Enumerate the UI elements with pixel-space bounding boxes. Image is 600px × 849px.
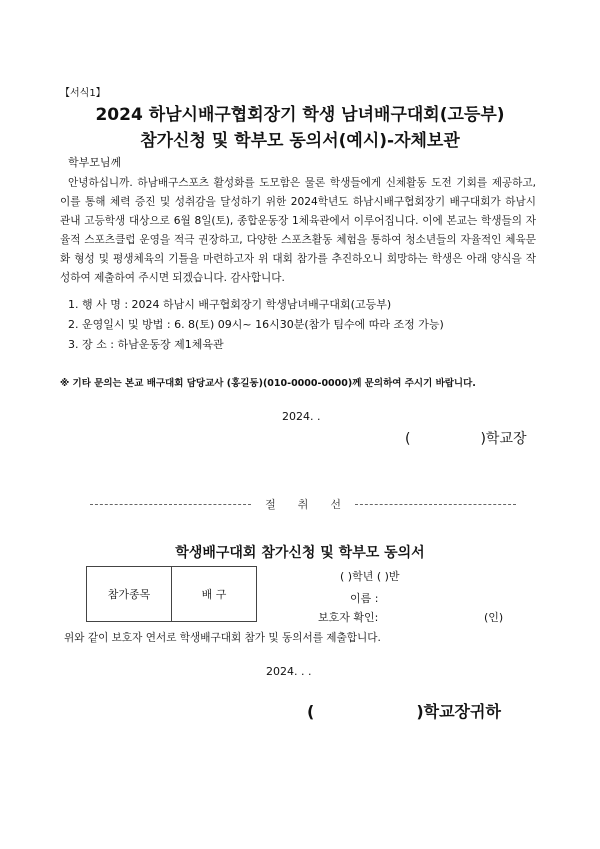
guardian-confirm-label: 보호자 확인: bbox=[318, 611, 379, 624]
cut-line-label: 절취선 bbox=[265, 498, 363, 511]
cut-line-dash-left bbox=[90, 504, 251, 505]
date-top: 2024. . bbox=[282, 410, 321, 423]
detail-schedule: 2. 운영일시 및 방법 : 6. 8(토) 09시~ 16시30분(참가 팀수에 따라 조정 가능) bbox=[68, 318, 444, 331]
name-field-label: 이름 : bbox=[350, 592, 379, 605]
principal-signature-bottom bbox=[307, 699, 501, 722]
body-paragraph-text: 안녕하십니까. 하남배구스포츠 활성화를 도모함은 물론 학생들에게 신체활동 도전 기회를 제공하고, 이를 통해 체력 증진 및 성취감을 달성하기 위한 2024학년도 하남시배구협회장기 배구대회가 하남시 관내 고등학생 대상으로 6월 8일(토), 종합운동장 1체육관에서 이루어집니다. 이에 본교는 학생들의 자율적 스포츠클럽 운영을 적극 권장하고, 다양한 스포츠활동 체험을 통하여 청소년들의 자율적인 체육문화 형성 및 평생체육의 기틀을 마련하고자 위 대회 참가를 추진하오니 희망하는 학생은 아래 양식을 작성하여 제출하여 주시면 되겠습니다. 감사합니다. bbox=[60, 177, 536, 284]
contact-note: ※ 기타 문의는 본교 배구대회 담당교사 (홍길동)(010-0000-0000)께 문의하여 주시기 바랍니다. bbox=[60, 378, 476, 389]
principal-bottom-title: )학교장귀하 bbox=[416, 702, 501, 721]
event-value-cell: 배 구 bbox=[172, 567, 257, 622]
principal-bottom-open-paren: ( bbox=[307, 702, 315, 721]
detail-venue: 3. 장 소 : 하남운동장 제1체육관 bbox=[68, 338, 224, 351]
seal-mark: (인) bbox=[484, 611, 504, 624]
event-label-cell: 참가종목 bbox=[87, 567, 172, 622]
document-title-line1: 2024 하남시배구협회장기 학생 남녀배구대회(고등부) bbox=[95, 105, 505, 125]
cut-line bbox=[90, 496, 516, 512]
cut-line-dash-right bbox=[355, 504, 516, 505]
principal-open-paren: ( bbox=[405, 431, 411, 447]
consent-form-title: 학생배구대회 참가신청 및 학부모 동의서 bbox=[175, 545, 425, 561]
body-paragraph bbox=[60, 174, 536, 288]
principal-title: )학교장 bbox=[480, 431, 527, 447]
consent-statement: 위와 같이 보호자 연서로 학생배구대회 참가 및 동의서를 제출합니다. bbox=[64, 632, 381, 644]
grade-class-field: ( )학년 ( )반 bbox=[340, 570, 400, 583]
greeting: 학부모님께 bbox=[68, 156, 122, 169]
principal-signature-top bbox=[405, 428, 527, 448]
participation-table bbox=[86, 566, 257, 622]
document-title-line2: 참가신청 및 학부모 동의서(예시)-자체보관 bbox=[140, 131, 460, 151]
detail-event-name: 1. 행 사 명 : 2024 하남시 배구협회장기 학생남녀배구대회(고등부) bbox=[68, 298, 392, 311]
form-label: 【서식1】 bbox=[60, 88, 106, 99]
date-bottom: 2024. . . bbox=[266, 665, 312, 678]
